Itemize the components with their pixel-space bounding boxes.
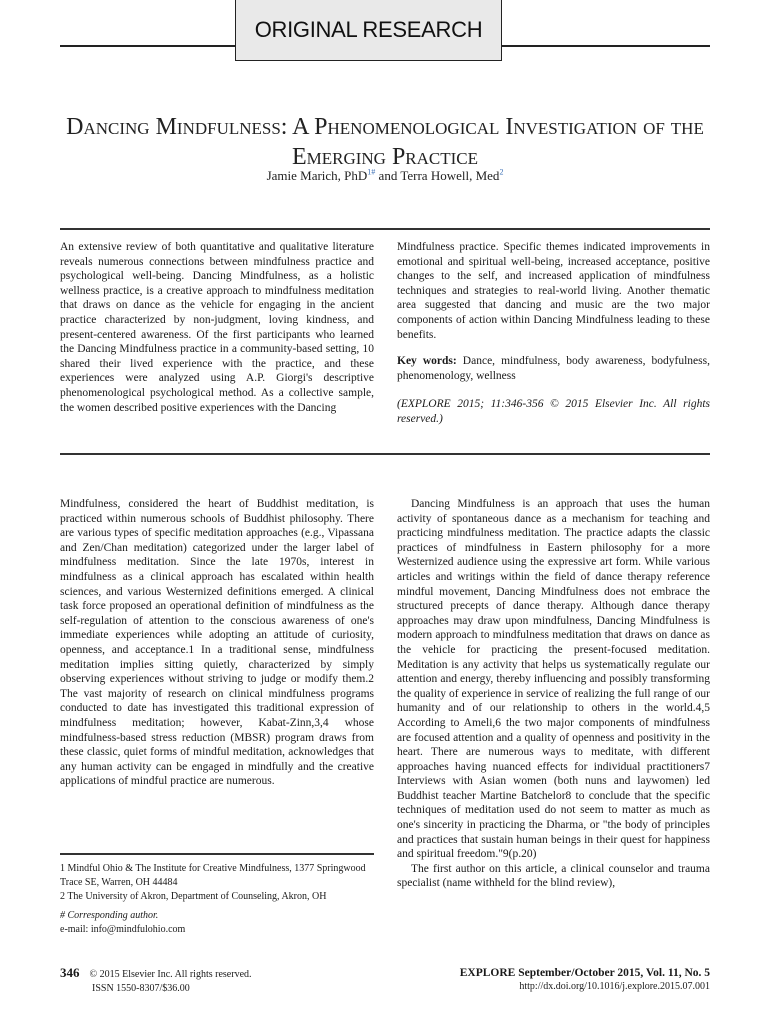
author-2-affiliation[interactable]: 2 xyxy=(499,167,504,177)
footer-left xyxy=(60,966,252,996)
contact-email[interactable]: e-mail: info@mindfulohio.com xyxy=(60,924,186,935)
footer-right xyxy=(460,966,710,994)
copyright: © 2015 Elsevier Inc. All rights reserved. xyxy=(89,969,252,980)
title-line-1: Dancing Mindfulness: A Phenomenological Investigation of the xyxy=(66,114,704,140)
corresponding-author: # Corresponding author. xyxy=(60,910,159,921)
body-right-column xyxy=(397,497,710,891)
body-paragraph-1: Mindfulness, considered the heart of Buddhist meditation, is practiced within numerous schools of Buddhist philosophy. There are various types of specific meditation approaches (e.g., Vipassana and Zen/Chan meditation) categorized under the larger label of mindfulness meditation. Since the late 1970s, interest in mindfulness as a clinical approach has escalated within health sciences, and various Westernized definitions emerged. A clinical task force proposed an operational definition of mindfulness as the self-regulation of attention to the conscious awareness of one's immediate experiences while adopting an attitude of curiosity, openness, and acceptance.1 In a traditional sense, mindfulness meditation implies sitting quietly, characterized by simply observing experiences without striving to judge or modify them.2 The vast majority of research on clinical mindfulness programs conducted to date has investigated this traditional expression of mindfulness meditation; however, Kabat-Zinn,3,4 whose mindfulness-based stress reduction (MBSR) program draws from these classic, quiet forms of mindful meditation, acknowledges that any human activity can be engaged in mindfully and the creative applications of mindful practice are numerous. xyxy=(60,498,374,788)
abstract-bottom-rule xyxy=(60,453,710,455)
section-label xyxy=(235,0,502,61)
abstract-top-rule xyxy=(60,228,710,230)
affiliation-1: 1 Mindful Ohio & The Institute for Creative Mindfulness, 1377 Springwood Trace SE, Warren, OH 44484 xyxy=(60,863,366,888)
body-left-column xyxy=(60,497,374,789)
body-paragraph-3: The first author on this article, a clinical counselor and trauma specialist (name withheld for the blind review), xyxy=(397,862,710,890)
keywords-text: Dance, mindfulness, body awareness, bodyfulness, phenomenology, wellness xyxy=(397,355,710,382)
author-1-affiliation[interactable]: 1# xyxy=(367,167,376,177)
article-title xyxy=(60,112,710,172)
author-line xyxy=(60,168,710,184)
body-paragraph-2: Dancing Mindfulness is an approach that uses the human activity of spontaneous dance as a mechanism for teaching and practicing mindfulness meditation. The practice adapts the classic practices of mindfulness in Eastern philosophy for a more Westernized audience using the expressive art form. While various articles and writings within the field of dance therapy reference mindful movement, Dancing Mindfulness does not embrace the structured precepts of dance therapy. Although dance therapy approaches may draw upon mindfulness, Dancing Mindfulness is modern approach to mindfulness meditation that draws on dance as the vehicle for practicing the present-focused meditation. Meditation is any activity that helps us systematically regulate our attention and energy, thereby influencing and possibly transforming the quality of experience in service of realizing the full range of our humanity and of our relationship to others in the world.4,5 According to Ameli,6 the two major components of mindfulness are focused attention and a quality of openness and positivity in the heart. There are numerous ways to meditate, with different approaches having nuanced effects for individual practitioners7 Interviews with Asian women (both nuns and laywomen) led Buddhist teacher Martine Batchelor8 to conclude that the specific techniques of meditation used do not seem to matter as much as one's sincerity in practicing the Dharma, or "the body of principles and practices that sustain human beings in their quest for happiness and spiritual freedom."9(p.20) xyxy=(397,498,710,861)
header-rule-left xyxy=(60,45,235,47)
author-1: Jamie Marich, PhD xyxy=(266,168,368,183)
footnote-rule xyxy=(60,853,374,855)
keywords xyxy=(397,354,710,383)
title-line-2: Emerging Practice xyxy=(291,144,479,170)
abstract-left-column xyxy=(60,240,374,415)
abstract-text-right: Mindfulness practice. Specific themes indicated improvements in emotional and spiritual well-being, increased acceptance, positive changes to the self, and increased application of mindfulness techniques and strategies to real-world living. Another thematic area suggested that dancing and music are the two major components of action within Dancing Mindfulness leading to these benefits. xyxy=(397,241,710,341)
doi-link[interactable]: http://dx.doi.org/10.1016/j.explore.2015.07.001 xyxy=(519,981,710,992)
affiliation-2: 2 The University of Akron, Department of Counseling, Akron, OH xyxy=(60,891,327,902)
issn: ISSN 1550-8307/$36.00 xyxy=(92,983,190,994)
journal-issue: EXPLORE September/October 2015, Vol. 11, No. 5 xyxy=(459,967,710,979)
journal-citation: (EXPLORE 2015; 11:346-356 © 2015 Elsevier Inc. All rights reserved.) xyxy=(397,398,710,425)
footnotes xyxy=(60,862,374,937)
page-number: 346 xyxy=(60,965,80,980)
author-2: Terra Howell, Med xyxy=(400,168,500,183)
keywords-label: Key words: xyxy=(397,355,457,368)
author-connector: and xyxy=(375,168,401,183)
abstract-right-column xyxy=(397,240,710,427)
abstract-text-left: An extensive review of both quantitative and qualitative literature reveals numerous connections between mindfulness practice and psychological well-being. Dancing Mindfulness, as a holistic wellness practice, is a creative approach to mindfulness meditation that draws on dance as the vehicle for engaging in the ancient practice characterized by non-judgment, loving kindness, and present-centered awareness. Of the first participants who learned the Dancing Mindfulness practice in a community-based setting, 10 shared their lived experience with the practice, and these experiences were analyzed using A.P. Giorgi's descriptive phenomenological psychological method. As a collective sample, the women described positive experiences with the Dancing xyxy=(60,241,374,414)
header-rule-right xyxy=(500,45,710,47)
section-label-text: ORIGINAL RESEARCH xyxy=(254,17,483,42)
